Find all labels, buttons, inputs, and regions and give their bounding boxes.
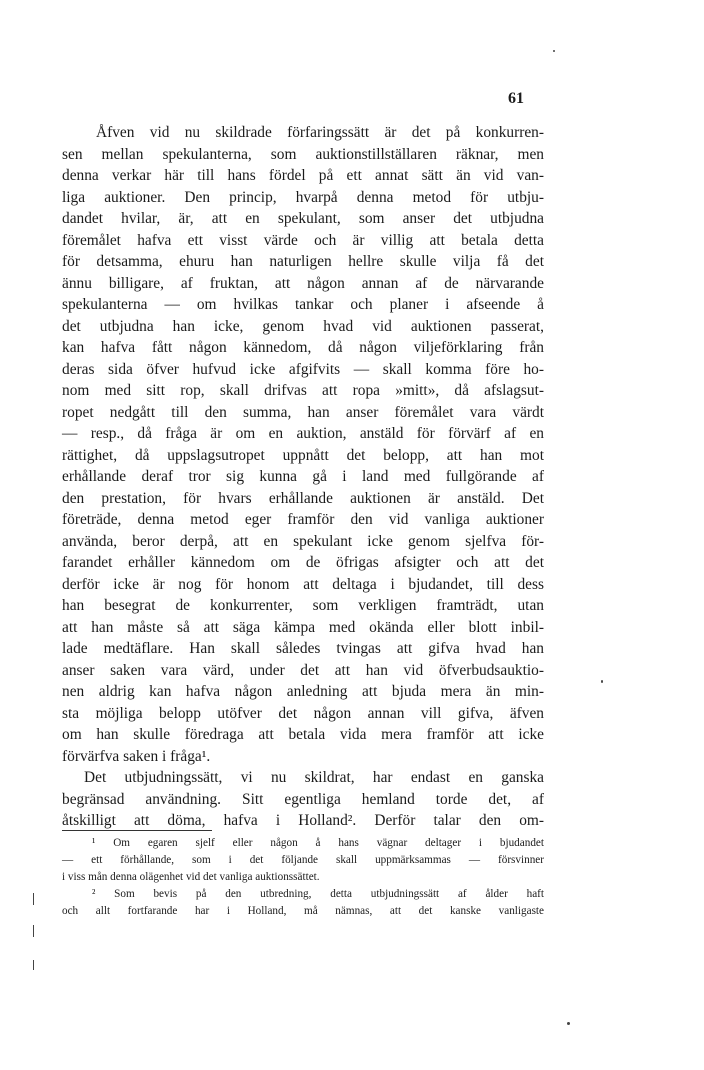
print-speck xyxy=(601,680,603,683)
body-line: denna verkar här till hans fördel på ett annat sätt än vid van- xyxy=(62,167,544,184)
body-line: anser saken vara värd, under det att han vid öfverbudsauktio- xyxy=(62,661,544,679)
body-line: Åfven vid nu skildrade förfaringssätt är det på konkurren- xyxy=(96,124,544,141)
body-line: han besegrat de konkurrenter, som verkligen framträdt, utan xyxy=(62,597,544,614)
body-line: sen mellan spekulanterna, som auktionstillställaren räknar, men xyxy=(62,145,544,163)
body-line: rättighet, då uppslagsutropet uppnått det belopp, att han mot xyxy=(62,446,544,464)
body-line: deras sida öfver hufvud icke afgifvits — skall komma före ho- xyxy=(62,360,544,378)
print-speck xyxy=(33,893,34,905)
body-line: kan hafva fått någon kännedom, då någon viljeförklaring från xyxy=(62,339,544,356)
print-speck xyxy=(567,1022,570,1025)
body-line: sta möjliga belopp utöfver det någon annan vill gifva, äfven xyxy=(62,704,544,722)
body-line: förvärfva saken i fråga¹. xyxy=(62,747,211,765)
footnotes xyxy=(62,835,544,920)
body-line: använda, beror derpå, att en spekulant icke genom sjelfva för- xyxy=(62,532,544,550)
body-line: nom med sitt rop, skall drifvas att ropa »mitt», då afslagsut- xyxy=(62,382,544,399)
body-line: det utbjudna han icke, genom hvad vid auktionen passerat, xyxy=(62,317,544,335)
body-line: ropet nedgått till den summa, han anser föremålet vara värdt xyxy=(62,403,544,421)
footnote-line: ² Som bevis på den utbredning, detta utbjudningssätt af ålder haft xyxy=(92,888,544,900)
body-line: derför icke är nog för honom att deltaga i bjudandet, till dess xyxy=(62,575,544,593)
footnote-line: — ett förhållande, som i det följande skall uppmärksammas — försvinner xyxy=(62,854,544,866)
body-line: dandet hvilar, är, att en spekulant, som anser det utbjudna xyxy=(62,210,544,227)
body-line: ännu billigare, af fruktan, att någon annan af de närvarande xyxy=(62,274,544,292)
body-line: — resp., då fråga är om en auktion, anstäld för förvärf af en xyxy=(62,425,544,442)
body-line: för detsamma, ehuru han naturligen hellre skulle vilja få det xyxy=(62,253,544,270)
body-text xyxy=(62,122,544,832)
body-line: företräde, denna metod eger framför den vid vanliga auktioner xyxy=(62,511,544,528)
footnote-divider xyxy=(62,830,212,831)
body-line: nen aldrig kan hafva någon anledning att bjuda mera än min- xyxy=(62,683,544,700)
body-line: lade medtäflare. Han skall således tvingas att gifva hvad han xyxy=(62,640,544,657)
print-speck xyxy=(553,50,555,52)
body-line: åtskilligt att döma, hafva i Holland². Derför talar den om- xyxy=(62,812,544,829)
body-line: spekulanterna — om hvilkas tankar och planer i afseende å xyxy=(62,296,544,313)
body-line: föremålet hafva ett visst värde och är villig att betala detta xyxy=(62,231,544,249)
footnote-line: i viss mån denna olägenhet vid det vanliga auktionssättet. xyxy=(62,871,320,883)
body-line: begränsad användning. Sitt egentliga hemland torde det, af xyxy=(62,790,544,808)
body-line: farandet erhåller kännedom om de öfrigas afsigter och att det xyxy=(62,554,544,571)
footnote-line: ¹ Om egaren sjelf eller någon å hans vägnar deltager i bjudandet xyxy=(92,837,544,849)
footnote-line: och allt fortfarande har i Holland, må nämnas, att det kanske vanligaste xyxy=(62,905,544,917)
body-line: om han skulle föredraga att betala vida mera framför att icke xyxy=(62,726,544,743)
body-line: att han måste så att säga kämpa med okända eller blott inbil- xyxy=(62,618,544,636)
body-line: den prestation, för hvars erhållande auktionen är anstäld. Det xyxy=(62,489,544,507)
print-speck xyxy=(33,960,34,970)
body-line: erhållande deraf tror sig kunna gå i land med fullgörande af xyxy=(62,468,544,485)
body-line: liga auktioner. Den princip, hvarpå denna metod för utbju- xyxy=(62,188,544,206)
page-number: 61 xyxy=(508,90,524,107)
body-line: Det utbjudningssätt, vi nu skildrat, har endast en ganska xyxy=(84,769,544,786)
print-speck xyxy=(33,925,34,937)
